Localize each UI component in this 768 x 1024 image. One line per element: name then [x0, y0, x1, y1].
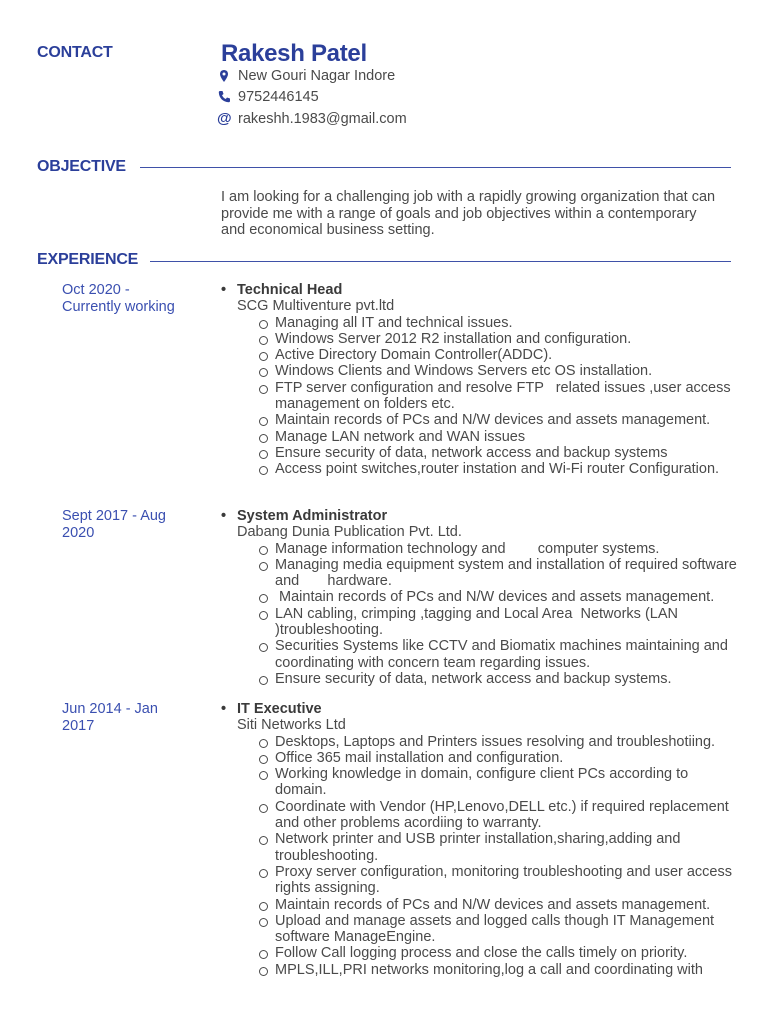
duty-item: LAN cabling, crimping ,tagging and Local Area Networks (LAN )troubleshooting.: [275, 606, 741, 639]
duty-item: Managing media equipment system and installation of required software and hardware.: [275, 556, 741, 590]
location-pin-icon: [217, 69, 231, 83]
objective-divider: [140, 167, 731, 168]
duty-item: Maintain records of PCs and N/W devices and assets management.: [275, 589, 741, 605]
phone-icon: [217, 90, 231, 104]
duty-list: [221, 315, 741, 478]
duty-item: Desktops, Laptops and Printers issues resolving and troubleshotiing.: [275, 734, 741, 750]
job-entry: [221, 282, 741, 478]
duty-item: Windows Server 2012 R2 installation and configuration.: [275, 331, 741, 347]
job-company: SCG Multiventure pvt.ltd: [237, 298, 395, 315]
objective-text: I am looking for a challenging job with a rapidly growing organization that can provide me with a range of goals and job objectives within a contemporary and economical business setting.: [221, 189, 716, 238]
duty-item: Manage LAN network and WAN issues: [275, 429, 741, 445]
duty-item: Access point switches,router instation and Wi-Fi router Configuration.: [275, 461, 741, 477]
duty-item: Ensure security of data, network access and backup systems: [275, 445, 741, 461]
address-text: New Gouri Nagar Indore: [238, 68, 396, 84]
experience-divider: [150, 261, 731, 262]
duty-list: [221, 734, 741, 978]
job-entry: [221, 701, 741, 978]
duty-item: Active Directory Domain Controller(ADDC).: [275, 347, 741, 363]
contact-heading: CONTACT: [37, 44, 113, 61]
duty-item: Maintain records of PCs and N/W devices and assets management.: [275, 897, 741, 913]
duty-item: Proxy server configuration, monitoring troubleshooting and user access rights assigning.: [275, 864, 741, 897]
duty-item: Network printer and USB printer installation,sharing,adding and troubleshooting.: [275, 831, 741, 864]
objective-heading: OBJECTIVE: [37, 158, 126, 175]
duty-item: Maintain records of PCs and N/W devices and assets management.: [275, 412, 741, 428]
phone-line: [217, 89, 319, 105]
candidate-name: Rakesh Patel: [221, 40, 367, 67]
duty-item: Manage information technology and computer systems.: [275, 541, 741, 557]
duty-item: Securities Systems like CCTV and Biomatix machines maintaining and coordinating with concern team regarding issues.: [275, 638, 741, 671]
job-entry: [221, 508, 741, 687]
duty-list: [221, 541, 741, 688]
duty-item: Office 365 mail installation and configuration.: [275, 750, 741, 766]
duty-item: Coordinate with Vendor (HP,Lenovo,DELL etc.) if required replacement and other problems acordiing to warranty.: [275, 799, 741, 832]
job-company: Siti Networks Ltd: [237, 717, 346, 734]
duty-item: Windows Clients and Windows Servers etc OS installation.: [275, 363, 741, 379]
job-date: Sept 2017 - Aug 2020: [62, 508, 166, 541]
duty-item: MPLS,ILL,PRI networks monitoring,log a call and coordinating with: [275, 962, 741, 978]
job-date: Oct 2020 - Currently working: [62, 282, 175, 315]
duty-item: FTP server configuration and resolve FTP related issues ,user access management on folders etc.: [275, 380, 741, 413]
duty-item: Upload and manage assets and logged calls though IT Management software ManageEngine.: [275, 913, 741, 946]
job-title: • System Administrator: [221, 508, 741, 524]
duty-item: Ensure security of data, network access and backup systems.: [275, 671, 741, 687]
phone-text: 9752446145: [238, 89, 319, 105]
email-text: rakeshh.1983@gmail.com: [238, 111, 407, 127]
experience-heading: EXPERIENCE: [37, 251, 139, 268]
at-sign-icon: @: [217, 110, 232, 127]
duty-item: Working knowledge in domain, configure client PCs according to domain.: [275, 766, 741, 799]
email-line: [217, 111, 407, 127]
job-date: Jun 2014 - Jan 2017: [62, 701, 158, 734]
address-line: [217, 68, 395, 84]
duty-item: Follow Call logging process and close the calls timely on priority.: [275, 945, 741, 961]
job-title: • IT Executive: [221, 701, 741, 717]
job-company: Dabang Dunia Publication Pvt. Ltd.: [237, 524, 462, 541]
duty-item: Managing all IT and technical issues.: [275, 315, 741, 331]
job-title: • Technical Head: [221, 282, 741, 298]
